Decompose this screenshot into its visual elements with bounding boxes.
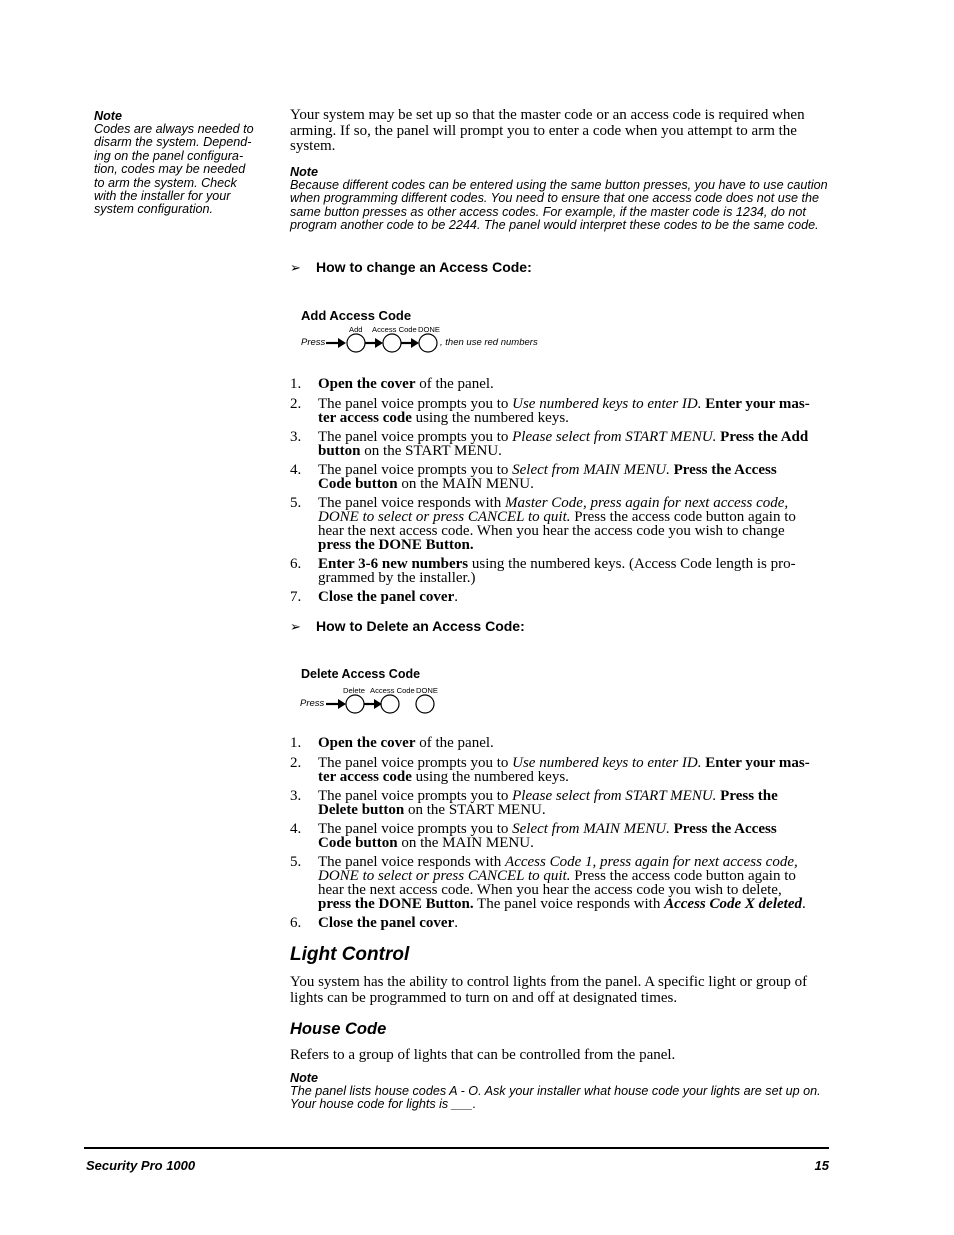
- step-line: [318, 590, 832, 604]
- access-code-button-label: Access Code: [372, 325, 417, 334]
- arrow-right-icon: [364, 699, 382, 709]
- step-line: [318, 855, 832, 869]
- step-text-run: Open the cover: [318, 376, 416, 392]
- sidebar-note-line: tion, codes may be needed: [94, 162, 246, 177]
- step-text-run: DONE to select or press CANCEL to quit.: [318, 509, 571, 525]
- step-item: [290, 822, 832, 850]
- delete-heading-text: How to Delete an Access Code:: [316, 618, 525, 634]
- step-line: [318, 397, 832, 411]
- step-number: 3.: [290, 429, 302, 445]
- step-line: [318, 463, 832, 477]
- step-number: 4.: [290, 821, 302, 837]
- house-code-heading: House Code: [290, 1020, 387, 1038]
- step-text-run: button: [318, 443, 361, 459]
- done-button-icon: [416, 695, 434, 713]
- house-code-paragraph: Refers to a group of lights that can be controlled from the panel.: [290, 1047, 676, 1063]
- step-line: [318, 477, 832, 491]
- step-text-run: Code button: [318, 835, 398, 851]
- step-line: [318, 789, 832, 803]
- codes-note-label: Note: [290, 164, 318, 179]
- footer-page-number: 15: [814, 1158, 829, 1173]
- add-button-icon: [347, 334, 365, 352]
- sidebar-note-line: disarm the system. Depend-: [94, 135, 252, 150]
- sidebar-note-line: to arm the system. Check: [94, 175, 237, 190]
- step-text-run: Press the Access: [673, 462, 777, 478]
- step-number: 1.: [290, 735, 302, 751]
- step-line: [318, 756, 832, 770]
- step-number: 2.: [290, 755, 302, 771]
- step-item: [290, 377, 832, 391]
- step-text-run: press the DONE Button.: [318, 896, 474, 912]
- step-text-run: Enter your mas-: [705, 396, 810, 412]
- step-number: 4.: [290, 462, 302, 478]
- step-text-run: Please select from START MENU.: [512, 788, 717, 804]
- sidebar-note-label: Note: [94, 109, 122, 123]
- step-number: 6.: [290, 915, 302, 931]
- step-item: [290, 557, 832, 585]
- step-text-run: Use numbered keys to enter ID.: [512, 396, 702, 412]
- step-line: [318, 571, 832, 585]
- step-text-run: .: [454, 589, 458, 605]
- step-item: [290, 397, 832, 425]
- step-line: [318, 538, 832, 552]
- step-text-run: Code button: [318, 476, 398, 492]
- step-line: [318, 524, 832, 538]
- codes-note-text: Because different codes can be entered using the same button presses, you have to use caution when programming different codes. You need to ensure that one access code does not use the same button presses as other access codes. For example, if the master code is 1234, do not program another code to be 2244. The panel would interpret these codes to be the same code.: [290, 177, 828, 232]
- step-line: [318, 736, 832, 750]
- house-code-note-text: The panel lists house codes A - O. Ask your installer what house code your lights are set up on. Your house code for lights is ___.: [290, 1084, 821, 1112]
- step-number: 6.: [290, 556, 302, 572]
- step-text-run: Press the access code button again to: [570, 868, 796, 884]
- step-line: [318, 770, 832, 784]
- step-item: [290, 463, 832, 491]
- step-text-run: ter access code: [318, 410, 412, 426]
- sidebar-note-line: Codes are always needed to: [94, 122, 254, 136]
- sidebar-note-line: system configuration.: [94, 202, 213, 217]
- step-text-run: Enter your mas-: [705, 755, 810, 771]
- step-text-run: The panel voice responds with: [473, 896, 665, 912]
- light-control-paragraph: You system has the ability to control lights from the panel. A specific light or group of lights can be programmed to turn on and off at designated times.: [290, 974, 808, 1006]
- step-text-run: The panel voice responds with: [318, 854, 506, 870]
- sidebar-note-line: with the installer for your: [94, 189, 231, 204]
- step-text-run: using the numbered keys. (Access Code length is pro-: [468, 556, 796, 572]
- button-sequence-graphic: [324, 693, 474, 723]
- step-text-run: of the panel.: [415, 376, 494, 392]
- step-line: [318, 444, 832, 458]
- arrow-bullet-icon: ➢: [290, 620, 301, 635]
- step-line: [318, 430, 832, 444]
- step-line: [318, 496, 832, 510]
- step-text-run: Please select from START MENU.: [512, 429, 717, 445]
- arrow-right-icon: [326, 338, 346, 348]
- arrow-bullet-icon: ➢: [290, 261, 301, 276]
- step-text-run: The panel voice prompts you to: [318, 462, 513, 478]
- step-text-run: .: [454, 915, 458, 931]
- step-text-run: Access Code X deleted: [664, 896, 802, 912]
- step-item: [290, 789, 832, 817]
- press-label: Press: [300, 698, 325, 709]
- step-text-run: on the START MENU.: [404, 802, 546, 818]
- step-text-run: ter access code: [318, 769, 412, 785]
- step-text-run: The panel voice prompts you to: [318, 396, 513, 412]
- diagram-title: Add Access Code: [301, 308, 412, 323]
- step-item: [290, 736, 832, 750]
- step-number: 7.: [290, 589, 302, 605]
- house-code-note: [290, 1071, 830, 1112]
- step-line: [318, 916, 832, 930]
- step-line: [318, 377, 832, 391]
- step-text-run: grammed by the installer.): [318, 570, 476, 586]
- arrow-right-icon: [326, 699, 346, 709]
- step-text-run: DONE to select or press CANCEL to quit.: [318, 868, 571, 884]
- step-text-run: Delete button: [318, 802, 405, 818]
- step-line: [318, 411, 832, 425]
- step-number: 3.: [290, 788, 302, 804]
- step-text-run: The panel voice prompts you to: [318, 755, 513, 771]
- step-number: 2.: [290, 396, 302, 412]
- step-text-run: hear the next access code. When you hear the access code you wish to delete,: [318, 882, 782, 898]
- light-control-heading: Light Control: [290, 944, 410, 965]
- step-text-run: The panel voice responds with: [318, 495, 506, 511]
- intro-paragraph: Your system may be set up so that the master code or an access code is required when arming. If so, the panel will prompt you to enter a code when you attempt to arm the system.: [290, 107, 805, 155]
- step-text-run: Press the: [720, 788, 778, 804]
- footer-divider: [84, 1147, 829, 1149]
- step-text-run: Select from MAIN MENU.: [512, 821, 670, 837]
- step-text-run: using the numbered keys.: [411, 769, 569, 785]
- step-text-run: Press the Access: [673, 821, 777, 837]
- step-line: [318, 869, 832, 883]
- access-code-button-icon: [381, 695, 399, 713]
- diagram-tail-text: , then use red numbers: [440, 337, 538, 348]
- step-text-run: Close the panel cover: [318, 915, 455, 931]
- change-access-code-heading: [290, 259, 532, 276]
- access-code-button-icon: [383, 334, 401, 352]
- delete-access-code-diagram: [296, 667, 626, 717]
- step-text-run: Press the Add: [720, 429, 809, 445]
- step-text-run: on the MAIN MENU.: [397, 835, 534, 851]
- step-text-run: Enter 3-6 new numbers: [318, 556, 469, 572]
- done-button-label: DONE: [416, 686, 438, 695]
- step-text-run: hear the next access code. When you hear the access code you wish to change: [318, 523, 785, 539]
- step-text-run: press the DONE Button.: [318, 537, 474, 553]
- step-text-run: The panel voice prompts you to: [318, 429, 513, 445]
- step-item: [290, 496, 832, 552]
- step-line: [318, 803, 832, 817]
- step-text-run: on the MAIN MENU.: [397, 476, 534, 492]
- step-text-run: Open the cover: [318, 735, 416, 751]
- diagram-title: Delete Access Code: [301, 667, 421, 681]
- step-line: [318, 897, 832, 911]
- step-item: [290, 855, 832, 911]
- change-steps-list: [290, 377, 832, 604]
- arrow-right-icon: [401, 338, 419, 348]
- step-text-run: Master Code, press again for next access code,: [505, 495, 789, 511]
- footer-product-name: Security Pro 1000: [86, 1158, 196, 1173]
- house-code-note-label: Note: [290, 1071, 318, 1085]
- sidebar-note-line: ing on the panel configura-: [94, 148, 244, 163]
- step-text-run: of the panel.: [415, 735, 494, 751]
- step-line: [318, 883, 832, 897]
- done-button-label: DONE: [418, 325, 440, 334]
- step-line: [318, 510, 832, 524]
- press-label: Press: [301, 337, 326, 348]
- codes-note: [290, 165, 830, 233]
- access-code-button-label: Access Code: [370, 686, 415, 695]
- step-number: 1.: [290, 376, 302, 392]
- done-button-icon: [419, 334, 437, 352]
- delete-button-label: Delete: [343, 686, 365, 695]
- delete-access-code-heading: [290, 618, 525, 635]
- step-line: [318, 836, 832, 850]
- step-text-run: Close the panel cover: [318, 589, 455, 605]
- step-text-run: Press the access code button again to: [570, 509, 796, 525]
- add-access-code-diagram: [296, 308, 626, 358]
- step-item: [290, 430, 832, 458]
- step-text-run: The panel voice prompts you to: [318, 788, 513, 804]
- step-item: [290, 756, 832, 784]
- delete-button-icon: [346, 695, 364, 713]
- sidebar-note: [94, 109, 266, 217]
- step-item: [290, 916, 832, 930]
- step-text-run: using the numbered keys.: [411, 410, 569, 426]
- arrow-right-icon: [365, 338, 383, 348]
- step-text-run: .: [801, 896, 806, 912]
- main-column: [290, 108, 830, 232]
- step-text-run: The panel voice prompts you to: [318, 821, 513, 837]
- add-button-label: Add: [349, 325, 363, 334]
- step-line: [318, 822, 832, 836]
- step-text-run: Access Code 1, press again for next access code,: [505, 854, 798, 870]
- change-heading-text: How to change an Access Code:: [316, 259, 532, 275]
- step-line: [318, 557, 832, 571]
- step-item: [290, 590, 832, 604]
- step-text-run: on the START MENU.: [360, 443, 502, 459]
- step-number: 5.: [290, 854, 302, 870]
- step-number: 5.: [290, 495, 302, 511]
- step-text-run: Use numbered keys to enter ID.: [512, 755, 702, 771]
- step-text-run: Select from MAIN MENU.: [512, 462, 670, 478]
- delete-steps-list: [290, 736, 832, 930]
